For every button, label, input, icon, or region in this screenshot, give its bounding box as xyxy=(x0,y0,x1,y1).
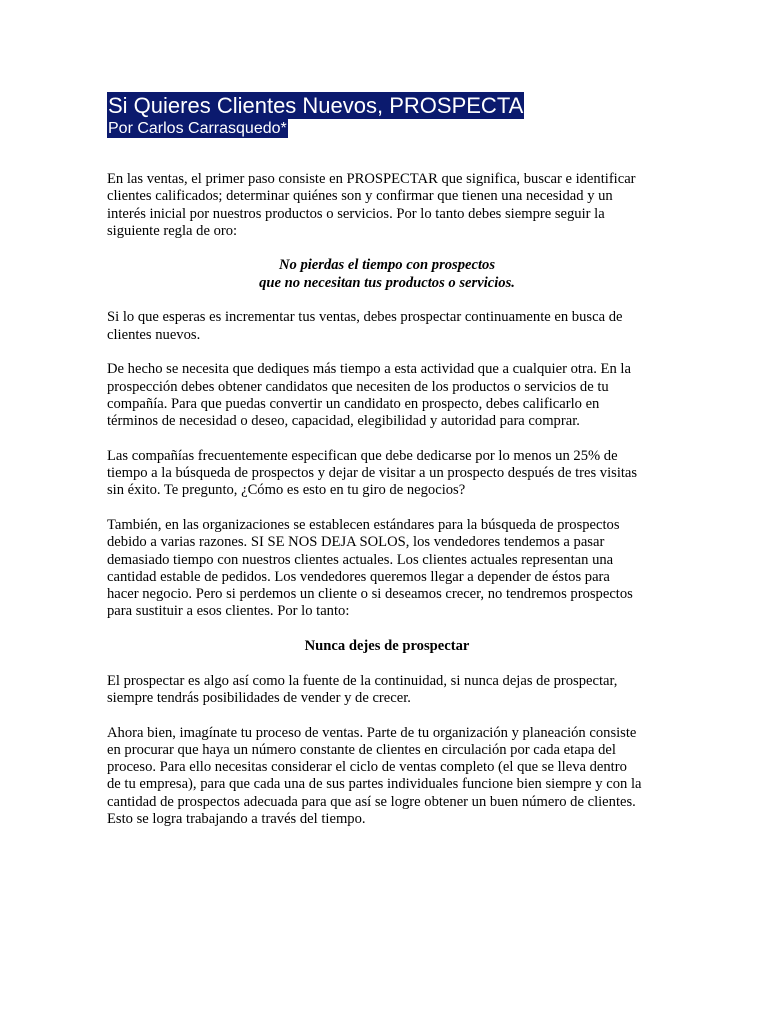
document-header xyxy=(107,92,667,138)
document-body xyxy=(107,171,667,828)
paragraph-dedicate-time: De hecho se necesita que dediques más tiempo a esta actividad que a cualquier otra. En la prospección debes obtener candidatos que necesiten de los productos o servicios de tu compañía. Para que puedas convertir un candidato en prospecto, debes calificarlo en términos de necesidad o deseo, capacidad, elegibilidad y autoridad para comprar. xyxy=(107,361,631,430)
paragraph-increase-sales: Si lo que esperas es incrementar tus ventas, debes prospectar continuamente en busca de clientes nuevos. xyxy=(107,309,623,343)
document-title: Si Quieres Clientes Nuevos, PROSPECTA xyxy=(108,93,524,118)
paragraph-intro: En las ventas, el primer paso consiste en PROSPECTAR que significa, buscar e identificar clientes calificados; determinar quiénes son y confirmar que tienen una necesidad y un interés inicial por nuestros productos o servicios. Por lo tanto debes siempre seguir la siguiente regla de oro: xyxy=(107,171,636,239)
document-author: Por Carlos Carrasquedo* xyxy=(108,120,287,137)
paragraph-continuity: El prospectar es algo así como la fuente de la continuidad, si nunca dejas de prospectar, siempre tendrás posibilidades de vender y de crecer. xyxy=(107,672,618,706)
paragraph-companies: Las compañías frecuentemente especifican que debe dedicarse por lo menos un 25% de tiempo a la búsqueda de prospectos y dejar de visitar a un prospecto después de tres visitas sin éxito. Te pregunto, ¿Cómo es esto en tu giro de negocios? xyxy=(107,447,638,499)
paragraph-standards: También, en las organizaciones se establecen estándares para la búsqueda de prospectos debido a varias razones. SI SE NOS DEJA SOLOS, los vendedores tendemos a pasar demasiado tiempo con nuestros clientes actuales. Los clientes actuales representan una cantidad estable de pedidos. Los vendedores queremos llegar a depender de éstos para hacer negocio. Pero si perdemos un cliente o si deseamos crecer, no tendremos prospectos para sustituir a esos clientes. Por lo tanto: xyxy=(107,516,633,620)
paragraph-sales-process: Ahora bien, imagínate tu proceso de ventas. Parte de tu organización y planeación consiste en procurar que haya un número constante de clientes en circulación por cada etapa del proceso. Para ello necesitas considerar el ciclo de ventas completo (el que se lleva dentro de tu empresa), para que cada una de sus partes individuales funcione bien siempre y con la cantidad de prospectos adecuada para que así se logre obtener un buen número de clientes. Esto se logra trabajando a través del tiempo. xyxy=(107,724,642,827)
golden-rule-quote: No pierdas el tiempo con prospectos que no necesitan tus productos o servicios. xyxy=(259,257,515,291)
document-page xyxy=(107,92,667,846)
never-stop-heading: Nunca dejes de prospectar xyxy=(304,638,470,655)
